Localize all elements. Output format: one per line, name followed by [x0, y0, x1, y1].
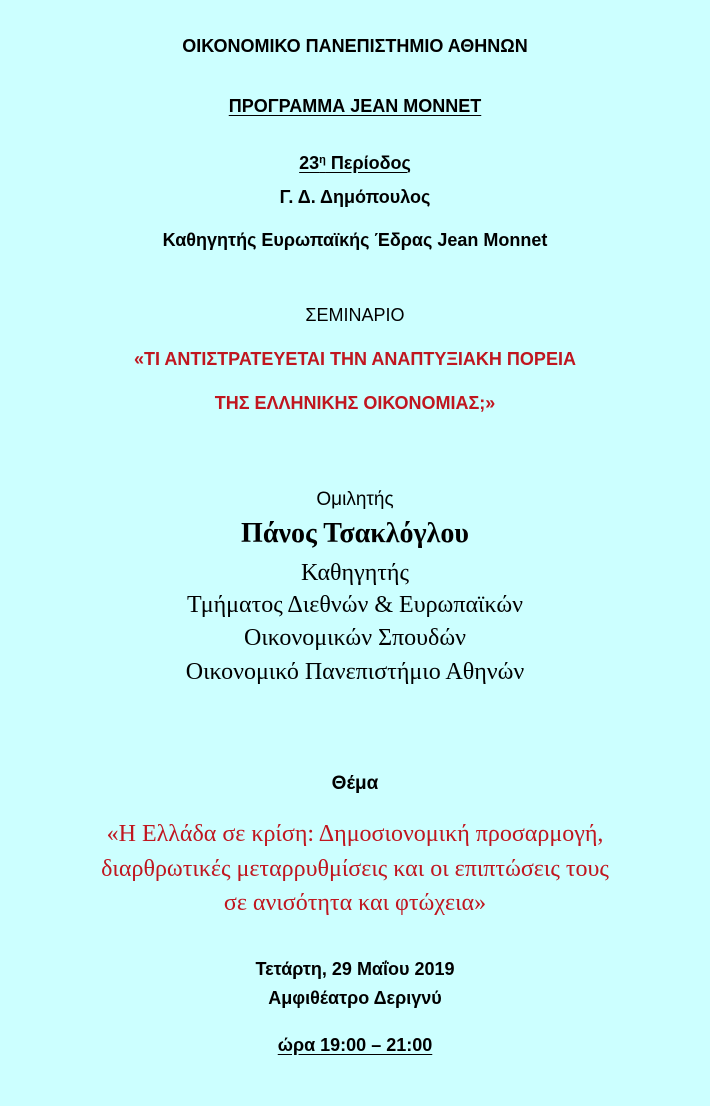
topic-line1: «Η Ελλάδα σε κρίση: Δημοσιονομική προσαρμογή, — [106, 821, 604, 847]
speaker-department-line2: Οικονομικών Σπουδών — [244, 625, 466, 651]
period-heading — [0, 153, 710, 174]
coordinator-title: Καθηγητής Ευρωπαϊκής Έδρας Jean Monnet — [162, 230, 548, 250]
university-heading: ΟΙΚΟΝΟΜΙΚΟ ΠΑΝΕΠΙΣΤΗΜΙΟ ΑΘΗΝΩΝ — [182, 36, 528, 56]
coordinator-name: Γ. Δ. Δημόπουλος — [279, 187, 431, 207]
speaker-department-line1: Τμήματος Διεθνών & Ευρωπαϊκών — [186, 592, 524, 618]
speaker-label: Ομιλητής — [316, 489, 394, 510]
seminar-title-line2: ΤΗΣ ΕΛΛΗΝΙΚΗΣ ΟΙΚΟΝΟΜΙΑΣ;» — [214, 393, 496, 413]
event-time: ώρα 19:00 – 21:00 — [277, 1035, 433, 1055]
event-date: Τετάρτη, 29 Μαΐου 2019 — [255, 959, 455, 979]
event-venue: Αμφιθέατρο Δεριγνύ — [268, 988, 442, 1008]
program-heading — [0, 96, 710, 117]
period-word: Περίοδος — [325, 153, 411, 173]
topic-line2: διαρθρωτικές μεταρρυθμίσεις και οι επιπτώσεις τους — [101, 856, 609, 882]
program-title: ΠΡΟΓΡΑΜΜΑ JEAN MONNET — [228, 96, 482, 116]
period-number: 23 — [299, 153, 320, 173]
topic-label: Θέμα — [331, 773, 379, 794]
event-time-line — [0, 1035, 710, 1056]
seminar-title-line1: «ΤΙ ΑΝΤΙΣΤΡΑΤΕΥΕΤΑΙ ΤΗΝ ΑΝΑΠΤΥΞΙΑΚΗ ΠΟΡΕΙΑ — [134, 349, 576, 369]
speaker-name: Πάνος Τσακλόγλου — [241, 518, 469, 549]
seminar-label: ΣΕΜΙΝΑΡΙΟ — [305, 305, 405, 325]
speaker-position: Καθηγητής — [301, 560, 409, 586]
speaker-university: Οικονομικό Πανεπιστήμιο Αθηνών — [185, 659, 525, 685]
period-superscript: η — [319, 154, 326, 166]
period-label — [299, 153, 411, 173]
topic-line3: σε ανισότητα και φτώχεια» — [223, 890, 487, 916]
